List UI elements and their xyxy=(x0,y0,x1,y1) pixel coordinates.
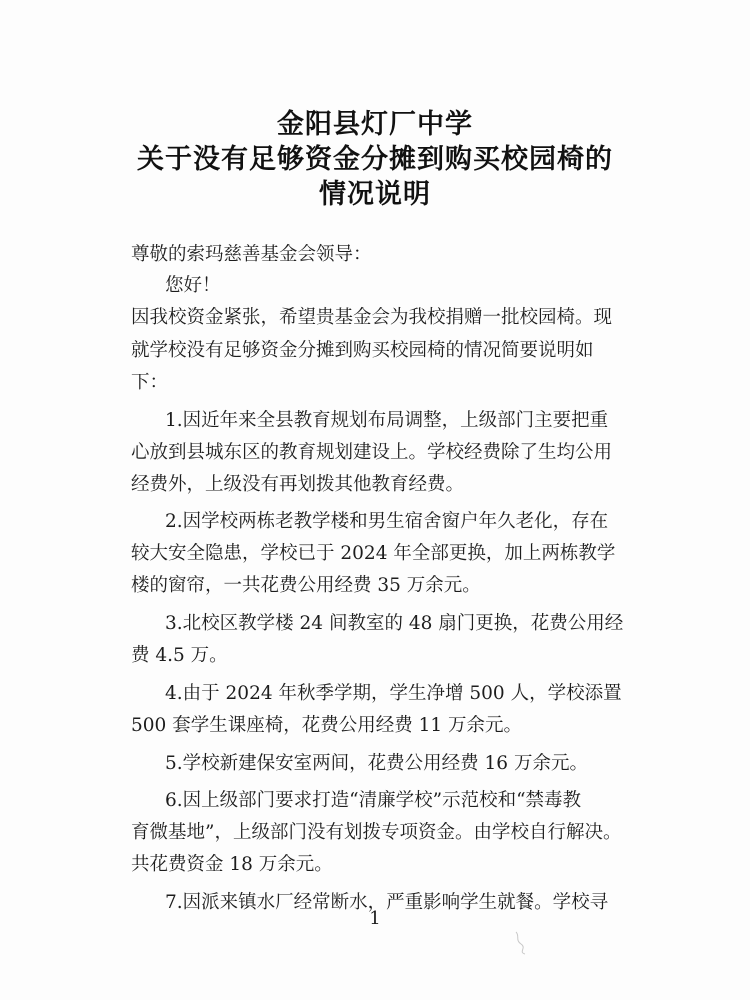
item-6-line: 共花费资金 18 万余元。 xyxy=(131,854,333,875)
page-number: 1 xyxy=(369,908,381,929)
item-2-line: 2.因学校两栋老教学楼和男生宿舍窗户年久老化，存在 xyxy=(165,511,609,532)
item-6-line: 6.因上级部门要求打造“清廉学校”示范校和“禁毒教 xyxy=(165,790,582,811)
item-1-line: 心放到县城东区的教育规划建设上。学校经费除了生均公用 xyxy=(131,442,613,463)
intro-line: 因我校资金紧张，希望贵基金会为我校捐赠一批校园椅。现 xyxy=(131,307,613,328)
intro-line: 下： xyxy=(131,372,169,393)
item-1-line: 经费外，上级没有再划拨其他教育经费。 xyxy=(131,474,465,495)
item-4-line: 500 套学生课座椅，花费公用经费 11 万余元。 xyxy=(131,715,522,736)
item-3-line: 3.北校区教学楼 24 间教室的 48 扇门更换，花费公用经 xyxy=(165,613,624,634)
title-description: 情况说明 xyxy=(319,179,431,210)
intro-line: 就学校没有足够资金分摊到购买校园椅的情况简要说明如 xyxy=(131,340,594,361)
scan-mark-icon xyxy=(512,930,530,956)
item-5-line: 5.学校新建保安室两间，花费公用经费 16 万余元。 xyxy=(165,753,588,774)
item-1-line: 1.因近年来全县教育规划布局调整，上级部门主要把重 xyxy=(165,410,609,431)
greeting: 您好！ xyxy=(165,275,221,296)
item-2-line: 楼的窗帘，一共花费公用经费 35 万余元。 xyxy=(131,575,481,596)
salutation: 尊敬的索玛慈善基金会领导： xyxy=(131,244,372,265)
item-2-line: 较大安全隐患，学校已于 2024 年全部更换，加上两栋教学 xyxy=(131,543,616,564)
title-subject: 关于没有足够资金分摊到购买校园椅的 xyxy=(137,144,613,175)
item-7-line: 7.因派来镇水厂经常断水，严重影响学生就餐。学校寻 xyxy=(165,892,609,913)
title-school-name: 金阳县灯厂中学 xyxy=(277,109,473,140)
item-3-line: 费 4.5 万。 xyxy=(131,645,228,666)
item-4-line: 4.由于 2024 年秋季学期，学生净增 500 人，学校添置 xyxy=(165,683,622,704)
item-6-line: 育微基地”，上级部门没有划拨专项资金。由学校自行解决。 xyxy=(131,822,622,843)
